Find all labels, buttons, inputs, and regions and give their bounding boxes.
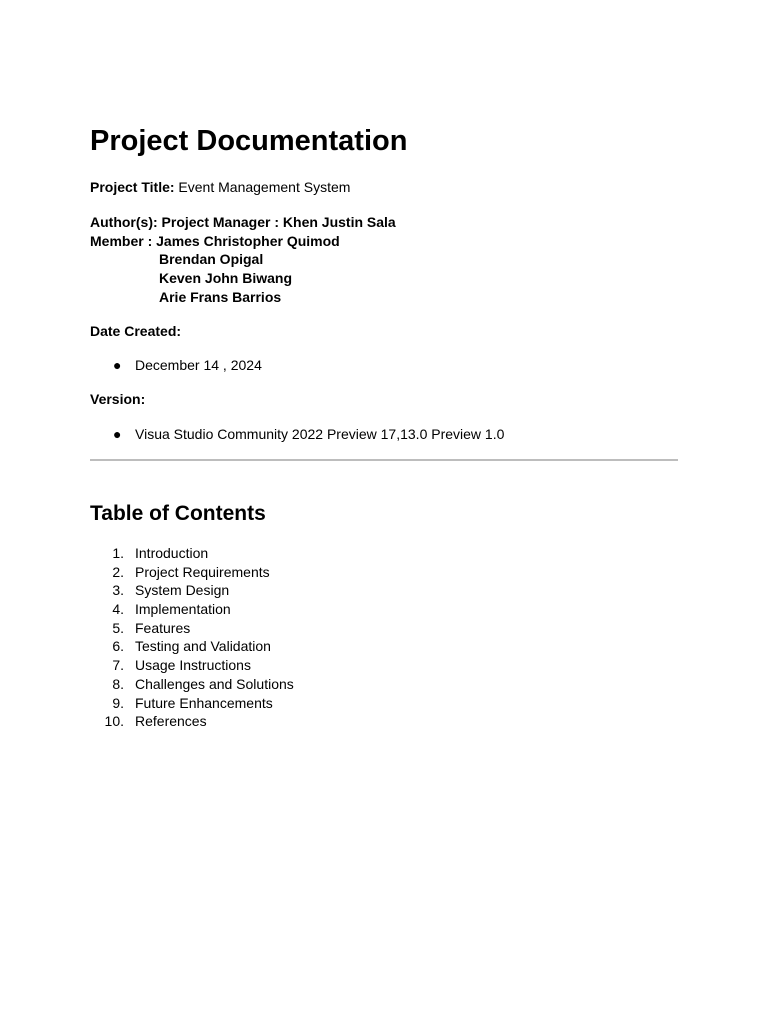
toc-item-label: Usage Instructions <box>135 657 251 674</box>
member-name: Brendan Opigal <box>159 251 264 267</box>
project-title-label: Project Title: <box>90 179 175 195</box>
toc-item-label: Features <box>135 619 191 636</box>
toc-item-number: 6. <box>112 638 124 655</box>
page-title: Project Documentation <box>90 125 408 157</box>
toc-item-label: Future Enhancements <box>135 694 273 711</box>
member-name: Keven John Biwang <box>159 270 293 286</box>
toc-item-label: Challenges and Solutions <box>135 675 294 692</box>
authors-line: Author(s): Project Manager : Khen Justin Sala <box>90 214 396 230</box>
date-created-value: December 14 , 2024 <box>135 357 262 373</box>
version-label: Version: <box>90 391 146 407</box>
toc-item-label: System Design <box>135 582 230 599</box>
toc-item-number: 1. <box>112 545 124 561</box>
version-value: Visua Studio Community 2022 Preview 17,13.0 Preview 1.0 <box>135 426 505 442</box>
toc-item-number: 8. <box>112 675 124 692</box>
toc-item-label: Project Requirements <box>135 563 270 580</box>
date-created-item <box>113 356 262 374</box>
horizontal-divider <box>90 459 678 461</box>
member-line: Member : James Christopher Quimod <box>90 233 340 249</box>
bullet-icon: ● <box>113 426 122 442</box>
version-item <box>113 425 504 443</box>
toc-title: Table of Contents <box>90 502 266 525</box>
toc-item-label: References <box>135 713 207 730</box>
project-title-line <box>90 178 350 196</box>
bullet-icon: ● <box>113 357 122 373</box>
toc-item-number: 2. <box>112 563 124 580</box>
project-title-value: Event Management System <box>174 179 351 195</box>
toc-item-number: 9. <box>112 694 124 711</box>
toc-item-number: 5. <box>112 619 124 636</box>
member-name: Arie Frans Barrios <box>159 289 282 305</box>
date-created-label: Date Created: <box>90 323 182 339</box>
toc-item-number: 7. <box>112 657 124 674</box>
toc-item-number: 10. <box>104 713 124 730</box>
toc-item-number: 4. <box>112 601 124 618</box>
toc-item-label: Introduction <box>135 545 209 561</box>
toc-item-number: 3. <box>112 582 124 599</box>
toc-item-label: Testing and Validation <box>135 638 271 655</box>
toc-item-label: Implementation <box>135 601 231 618</box>
